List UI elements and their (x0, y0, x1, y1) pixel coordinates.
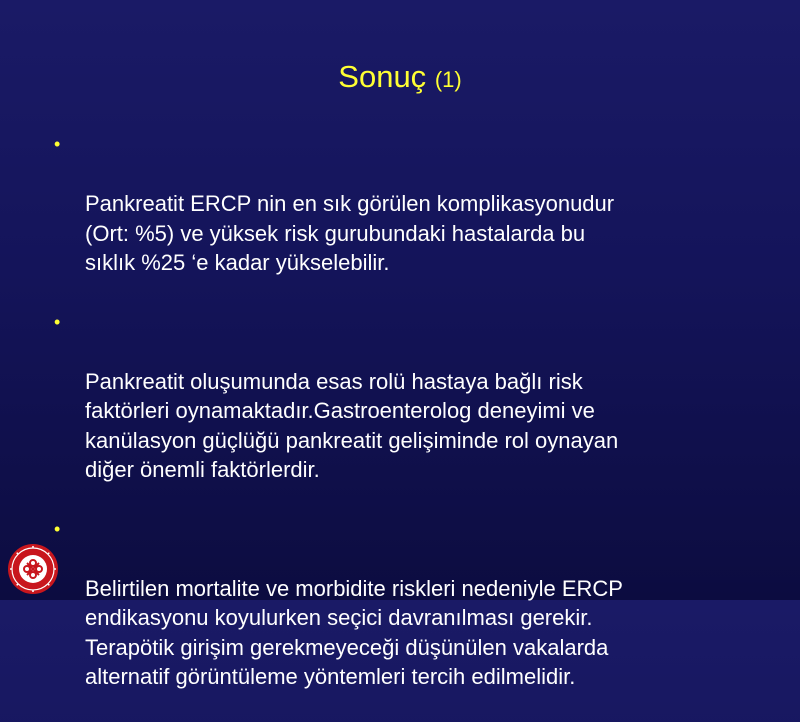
bullet-list (54, 130, 774, 722)
bullet-dot-icon: • (54, 311, 61, 332)
slide-title-suffix: (1) (434, 67, 462, 92)
university-seal-graphic (7, 543, 59, 595)
slide-title-text: Sonuç (338, 59, 427, 94)
bullet-text: Pankreatit ERCP nin en sık görülen komplikasyonudur (Ort: %5) ve yüksek risk gurubundaki hastalarda bu sıklık %25 ‘e kadar yükselebilir. (85, 191, 615, 275)
bullet-item (54, 515, 774, 692)
bullet-dot-icon: • (54, 518, 61, 539)
bullet-text: Belirtilen mortalite ve morbidite riskleri nedeniyle ERCP endikasyonu koyulurken seçici davranılması gerekir. Terapötik girişim gerekmeyeceği düşünülen vakalarda alternatif görüntüleme yöntemleri tercih edilmelidir. (85, 575, 623, 689)
bullet-text: Pankreatit oluşumunda esas rolü hastaya bağlı risk faktörleri oynamaktadır.Gastroenterolog deneyimi ve kanülasyon güçlüğü pankreatit gelişiminde rol oynayan diğer önemli faktörlerdir. (85, 368, 619, 482)
bullet-item (54, 308, 774, 485)
university-seal-icon (7, 543, 59, 595)
slide-title (0, 58, 800, 99)
bullet-dot-icon: • (54, 134, 61, 154)
bullet-item (54, 130, 774, 278)
